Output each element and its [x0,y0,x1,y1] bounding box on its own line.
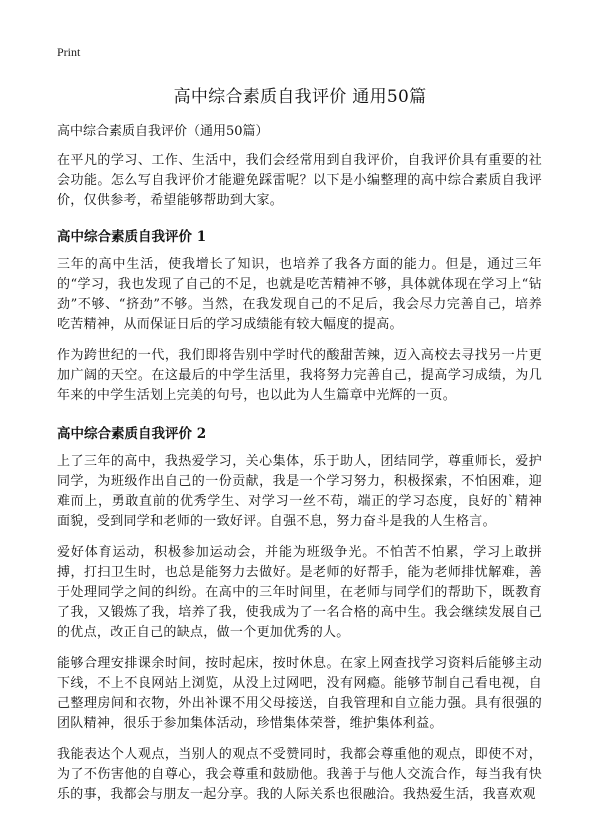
print-link[interactable]: Print [57,45,81,59]
section-1-paragraph-1: 三年的高中生活，使我增长了知识，也培养了我各方面的能力。但是，通过三年的“学习，我也发现了自己的不足，也就是吃苦精神不够，具体就体现在学习上“钻劲”不够、“挤劲”不够。当然，在我发现自己的不足后，我会尽力完善自己，培养吃苦精神，从而保证日后的学习成绩能有较大幅度的提高。 [57,257,542,332]
section-2-paragraph-2: 爱好体育运动，积极参加运动会，并能为班级争光。不怕苦不怕累，学习上敢拼搏，打扫卫生时，也总是能努力去做好。是老师的好帮手，能为老师排忧解难，善于处理同学之间的纠纷。在高中的三年时间里，在老师与同学们的帮助下，既教育了我，又锻炼了我，培养了我，使我成为了一名合格的高中生。我会继续发展自己的优点，改正自己的缺点，做一个更加优秀的人。 [57,545,542,640]
page-title: 高中综合素质自我评价 通用50篇 [173,87,427,107]
section-2-paragraph-3: 能够合理安排课余时间，按时起床，按时休息。在家上网查找学习资料后能够主动下线，不上不良网站上浏览，从没上过网吧，没有网瘾。能够节制自己看电视，自己整理房间和衣物，外出补课不用父母接送，自我管理和自立能力强。具有很强的团队精神，很乐于参加集体活动，珍惜集体荣誉，维护集体利益。 [57,656,542,731]
section-heading-2: 高中综合素质自我评价 2 [57,426,207,442]
document-subtitle: 高中综合素质自我评价（通用50篇） [57,124,269,139]
intro-paragraph: 在平凡的学习、工作、生活中，我们会经常用到自我评价，自我评价具有重要的社会功能。怎么写自我评价才能避免踩雷呢？以下是小编整理的高中综合素质自我评价，仅供参考，希望能够帮助到大家。 [57,153,542,208]
section-1-paragraph-2: 作为跨世纪的一代，我们即将告别中学时代的酸甜苦辣，迈入高校去寻找另一片更加广阔的天空。在这最后的中学生活里，我将努力完善自己，提高学习成绩，为几年来的中学生活划上完美的句号，也以此为人生篇章中光辉的一页。 [57,348,542,403]
section-2-paragraph-1: 上了三年的高中，我热爱学习，关心集体，乐于助人，团结同学，尊重师长，爱护同学，为班级作出自己的一份贡献，我是一个学习努力，积极探索，不怕困难，迎难而上，勇敢直前的优秀学生、对学习一丝不苟，端正的学习态度，良好的`精神面貌，受到同学和老师的一致好评。自强不息，努力奋斗是我的人生格言。 [57,454,542,529]
document-body [57,120,542,816]
section-2-paragraph-4: 我能表达个人观点，当别人的观点不受赞同时，我都会尊重他的观点，即使不对，为了不伤害他的自尊心，我会尊重和鼓励他。我善于与他人交流合作，每当我有快乐的事，我都会与朋友一起分享。我的人际关系也很融洽。我热爱生活，我喜欢观 [57,747,542,802]
section-heading-1: 高中综合素质自我评价 1 [57,229,207,245]
